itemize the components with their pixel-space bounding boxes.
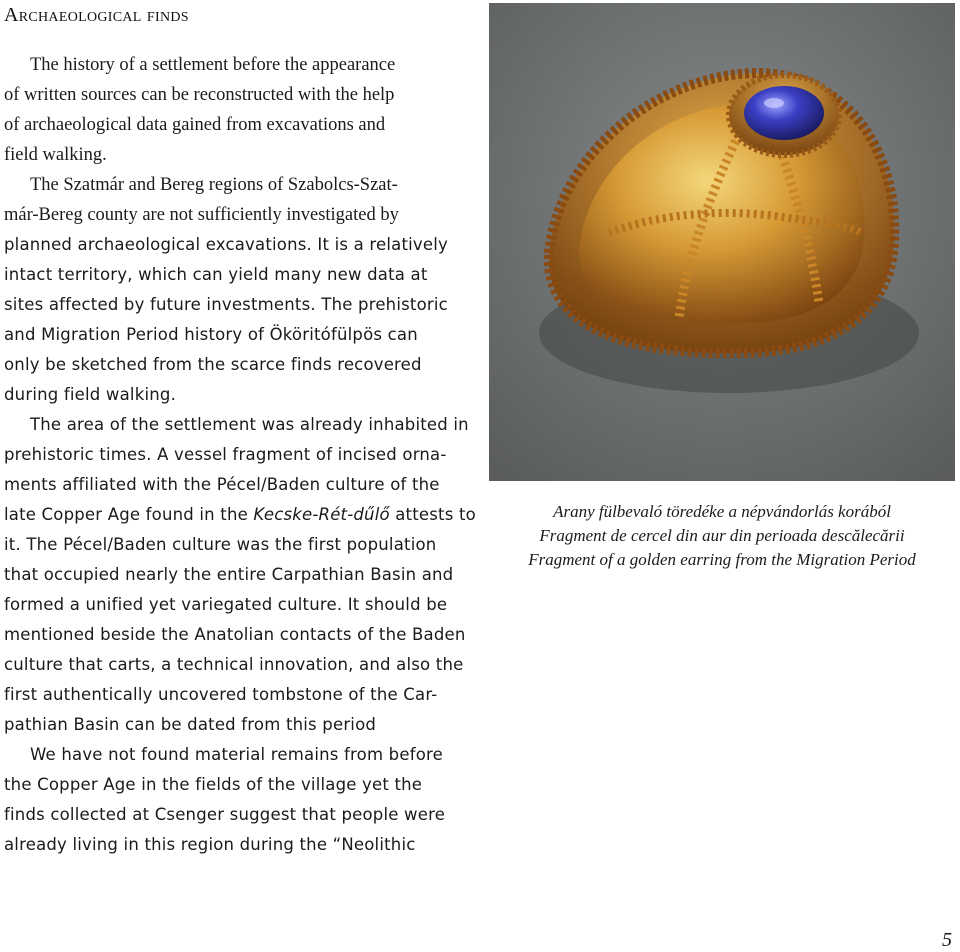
text-line: sites affected by future investments. The prehistoric <box>4 295 448 314</box>
text-line: and Migration Period history of Ököritófülpös can <box>4 325 418 344</box>
text-line <box>4 500 476 530</box>
text-line: mentioned beside the Anatolian contacts of the Baden <box>4 625 466 644</box>
text-line: during field walking. <box>4 385 177 404</box>
caption-hungarian: Arany fülbevaló töredéke a népvándorlás korából <box>553 502 891 521</box>
text-line: that occupied nearly the entire Carpathian Basin and <box>4 565 454 584</box>
caption-english: Fragment of a golden earring from the Migration Period <box>528 550 916 569</box>
text-line: the Copper Age in the fields of the village yet the <box>4 775 423 794</box>
text-line: The history of a settlement before the appearance <box>30 55 396 75</box>
photo-captions <box>489 500 955 572</box>
text-line: már-Bereg county are not sufficiently investigated by <box>4 205 399 225</box>
text-line: prehistoric times. A vessel fragment of incised orna- <box>4 445 447 464</box>
text-line: of written sources can be reconstructed with the help <box>4 85 395 105</box>
caption-romanian: Fragment de cercel din aur din perioada descălecării <box>539 526 905 545</box>
text-line: intact territory, which can yield many new data at <box>4 265 428 284</box>
text-line: finds collected at Csenger suggest that people were <box>4 805 446 824</box>
text-line: it. The Pécel/Baden culture was the first population <box>4 535 437 554</box>
place-name: Kecske-Rét-dűlő <box>253 505 390 524</box>
earring-photo <box>489 3 955 481</box>
text-line: formed a unified yet variegated culture. It should be <box>4 595 448 614</box>
text-line: of archaeological data gained from excavations and <box>4 115 386 135</box>
golden-earring-illustration <box>489 3 955 481</box>
page-title: Archaeological finds <box>4 4 189 26</box>
text-span: late Copper Age found in the <box>4 505 254 524</box>
text-line: We have not found material remains from before <box>30 745 443 764</box>
text-line: The area of the settlement was already inhabited in <box>30 415 469 434</box>
text-line: only be sketched from the scarce finds recovered <box>4 355 422 374</box>
text-line: first authentically uncovered tombstone of the Car- <box>4 685 438 704</box>
text-line: ments affiliated with the Pécel/Baden culture of the <box>4 475 440 494</box>
text-line: already living in this region during the “Neolithic <box>4 835 416 854</box>
text-span: attests to <box>389 505 476 524</box>
text-line: planned archaeological excavations. It is a relatively <box>4 235 448 254</box>
text-line: field walking. <box>4 145 107 165</box>
page-number: 5 <box>942 929 952 951</box>
text-line: pathian Basin can be dated from this period <box>4 715 377 734</box>
text-line: The Szatmár and Bereg regions of Szabolcs-Szat- <box>30 175 398 195</box>
text-line: culture that carts, a technical innovation, and also the <box>4 655 464 674</box>
